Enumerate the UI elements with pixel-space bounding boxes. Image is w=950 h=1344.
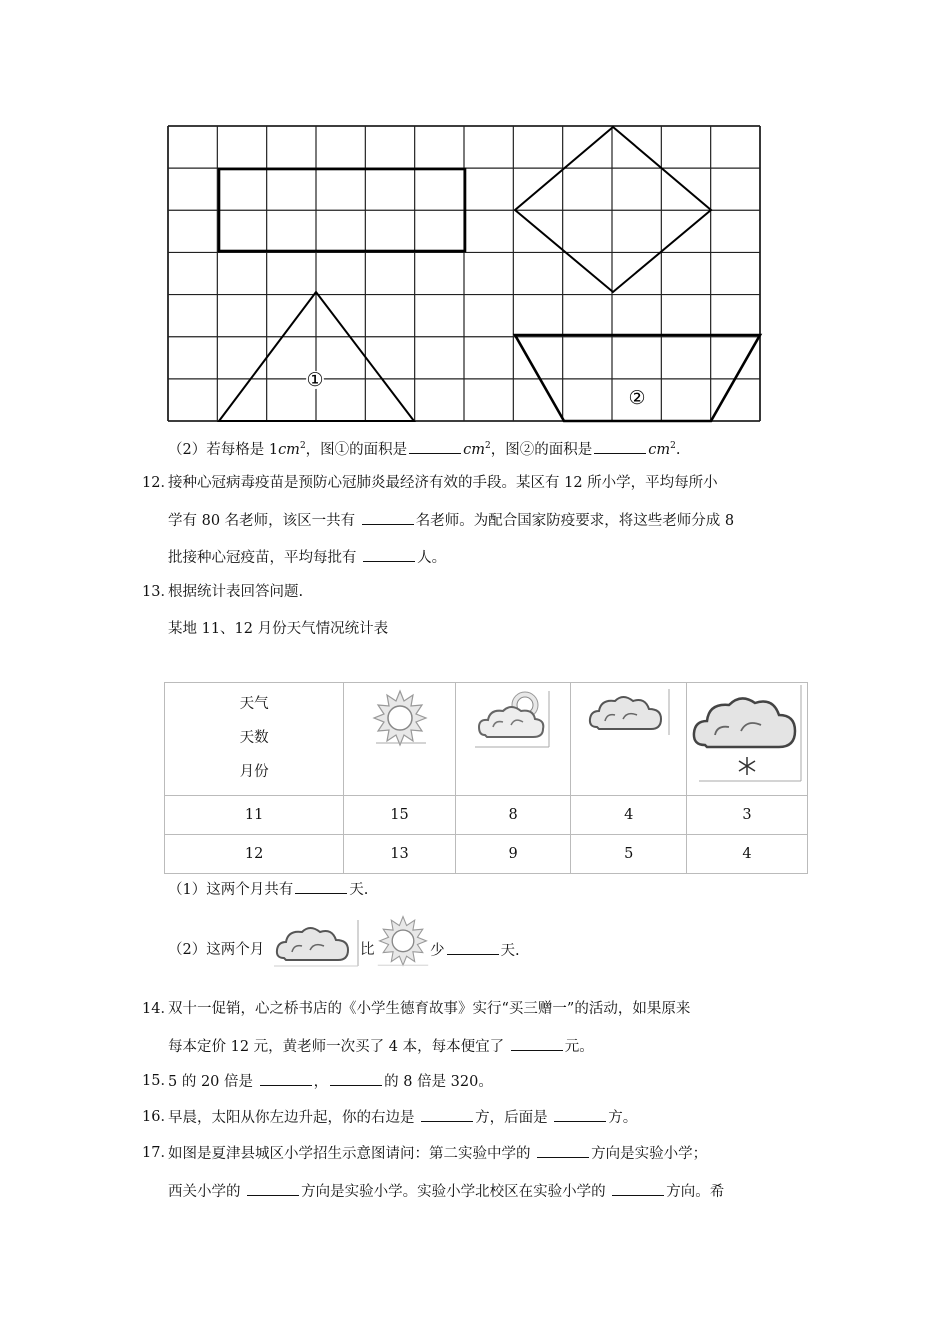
answer-blank[interactable] <box>537 1143 589 1158</box>
question-number: 12． <box>142 475 175 491</box>
q11-end: . <box>675 441 681 458</box>
month-cell: 12 <box>165 835 344 874</box>
partly-cloudy-days-cell: 8 <box>455 796 571 835</box>
unit-cm: cm <box>648 441 671 458</box>
q13-sub2-text: （2）这两个月 <box>168 942 265 958</box>
q15-text: 5 的 20 倍是 <box>168 1074 258 1090</box>
q11-part2 <box>168 436 681 460</box>
q14-line1 <box>168 999 690 1019</box>
cloud-icon <box>587 687 671 739</box>
unit-square: 2 <box>485 441 491 451</box>
header-sun-cloud-cell <box>455 683 571 796</box>
q13-prompt: 根据统计表回答问题. <box>168 584 304 600</box>
partly-cloudy-days-cell: 9 <box>455 835 571 874</box>
caption-text: 某地 11、12 月份天气情况统计表 <box>168 621 389 637</box>
q13-sub2 <box>168 940 264 960</box>
snow-days-cell: 4 <box>687 835 808 874</box>
q17-text: 方向是实验小学。实验小学北校区在实验小学的 <box>301 1184 611 1200</box>
unit-square: 2 <box>670 441 676 451</box>
answer-blank[interactable] <box>330 1071 382 1086</box>
q11-mid1: ，图①的面积是 <box>305 441 408 458</box>
month-cell: 11 <box>165 796 344 835</box>
table-header-row <box>165 683 808 796</box>
q11-mid2: ，图②的面积是 <box>490 441 593 458</box>
q17-text: 西关小学的 <box>168 1184 246 1200</box>
q16-text: 方，后面是 <box>475 1110 553 1126</box>
question-number: 16． <box>142 1109 175 1125</box>
snow-days-cell: 3 <box>687 796 808 835</box>
answer-blank[interactable] <box>554 1107 606 1122</box>
q13-sub1 <box>168 879 368 900</box>
grid-figure <box>166 124 764 424</box>
q17-text: 如图是夏津县城区小学招生示意图请问：第二实验中学的 <box>168 1146 536 1162</box>
q12-line1 <box>168 473 718 493</box>
question-number: 15． <box>142 1073 175 1089</box>
q14-text: 元。 <box>564 1039 594 1055</box>
table-row-11 <box>165 796 808 835</box>
answer-blank[interactable] <box>247 1181 299 1196</box>
sunny-days-cell: 15 <box>344 796 455 835</box>
header-weather-label: 天气 <box>239 696 269 712</box>
q17-line2 <box>168 1181 724 1202</box>
figure-label-2: ② <box>628 387 646 409</box>
answer-blank[interactable] <box>421 1107 473 1122</box>
figure-label-1: ① <box>306 369 324 391</box>
q14-line2 <box>168 1036 594 1057</box>
sun-cloud-icon <box>473 687 553 749</box>
q12-line2 <box>168 510 734 531</box>
header-sun-cell <box>344 683 455 796</box>
answer-blank[interactable] <box>409 439 461 454</box>
q12-text: 人。 <box>417 550 447 566</box>
question-number: 14． <box>142 1001 175 1017</box>
q13-sub2-compare: 比 <box>360 942 375 958</box>
snowflake-icon <box>739 757 755 775</box>
q13-sub1-end: 天. <box>349 882 369 898</box>
answer-blank[interactable] <box>612 1181 664 1196</box>
q13-text <box>168 582 303 602</box>
q13-sub2-end: 天. <box>500 943 520 959</box>
q13-sub2-less: 少 <box>430 943 445 959</box>
weather-stat-table <box>164 682 808 874</box>
answer-blank[interactable] <box>363 547 415 562</box>
q16-line <box>168 1107 637 1128</box>
q12-text: 名老师。为配合国家防疫要求，将这些老师分成 8 <box>415 513 735 529</box>
header-snow-cloud-cell <box>687 683 808 796</box>
question-number: 13． <box>142 584 175 600</box>
q17-line1 <box>168 1143 707 1164</box>
unit-square: 2 <box>299 441 306 451</box>
q12-text: 学有 80 名老师，该区一共有 <box>168 513 360 529</box>
unit-cm: cm <box>278 441 300 458</box>
cloudy-days-cell: 4 <box>571 796 687 835</box>
header-days-label: 天数 <box>239 730 269 746</box>
diamond-shape <box>515 127 711 292</box>
q17-text: 方向是实验小学； <box>591 1146 708 1162</box>
q12-text: 批接种心冠疫苗，平均每批有 <box>168 550 362 566</box>
answer-blank[interactable] <box>447 940 499 955</box>
sunny-days-cell: 13 <box>344 835 455 874</box>
cloudy-days-cell: 5 <box>571 835 687 874</box>
sun-icon <box>376 912 430 968</box>
unit-cm: cm <box>463 441 486 458</box>
question-number: 17． <box>142 1145 175 1161</box>
snow-cloud-icon <box>691 685 803 783</box>
sun-icon <box>370 687 430 747</box>
q13-sub2-tail <box>430 940 520 961</box>
answer-blank[interactable] <box>594 439 646 454</box>
q16-text: 方。 <box>608 1110 638 1126</box>
q12-line3 <box>168 547 446 568</box>
answer-blank[interactable] <box>362 510 414 525</box>
cloud-icon <box>274 918 364 968</box>
answer-blank[interactable] <box>511 1036 563 1051</box>
table-row-12 <box>165 835 808 874</box>
q12-text: 接种心冠病毒疫苗是预防心冠肺炎最经济有效的手段。某区有 12 所小学，平均每所小 <box>168 475 718 491</box>
header-month-label: 月份 <box>239 764 269 780</box>
q14-text: 双十一促销，心之桥书店的《小学生德育故事》实行“买三赠一”的活动，如果原来 <box>168 1001 691 1017</box>
table-caption <box>168 619 388 639</box>
header-cloud-cell <box>571 683 687 796</box>
q17-text: 方向。希 <box>666 1184 725 1200</box>
q15-line <box>168 1071 493 1092</box>
header-label-cell <box>165 683 344 796</box>
q15-text: ， <box>313 1074 329 1090</box>
answer-blank[interactable] <box>260 1071 312 1086</box>
q13-sub2-bi <box>360 940 375 960</box>
q11-prefix: （2）若每格是 1 <box>168 441 279 458</box>
q16-text: 早晨，太阳从你左边升起，你的右边是 <box>168 1110 420 1126</box>
answer-blank[interactable] <box>295 879 347 894</box>
q15-text: 的 8 倍是 320。 <box>384 1074 493 1090</box>
q14-text: 每本定价 12 元，黄老师一次买了 4 本，每本便宜了 <box>168 1039 509 1055</box>
q13-sub1-text: （1）这两个月共有 <box>168 882 294 898</box>
